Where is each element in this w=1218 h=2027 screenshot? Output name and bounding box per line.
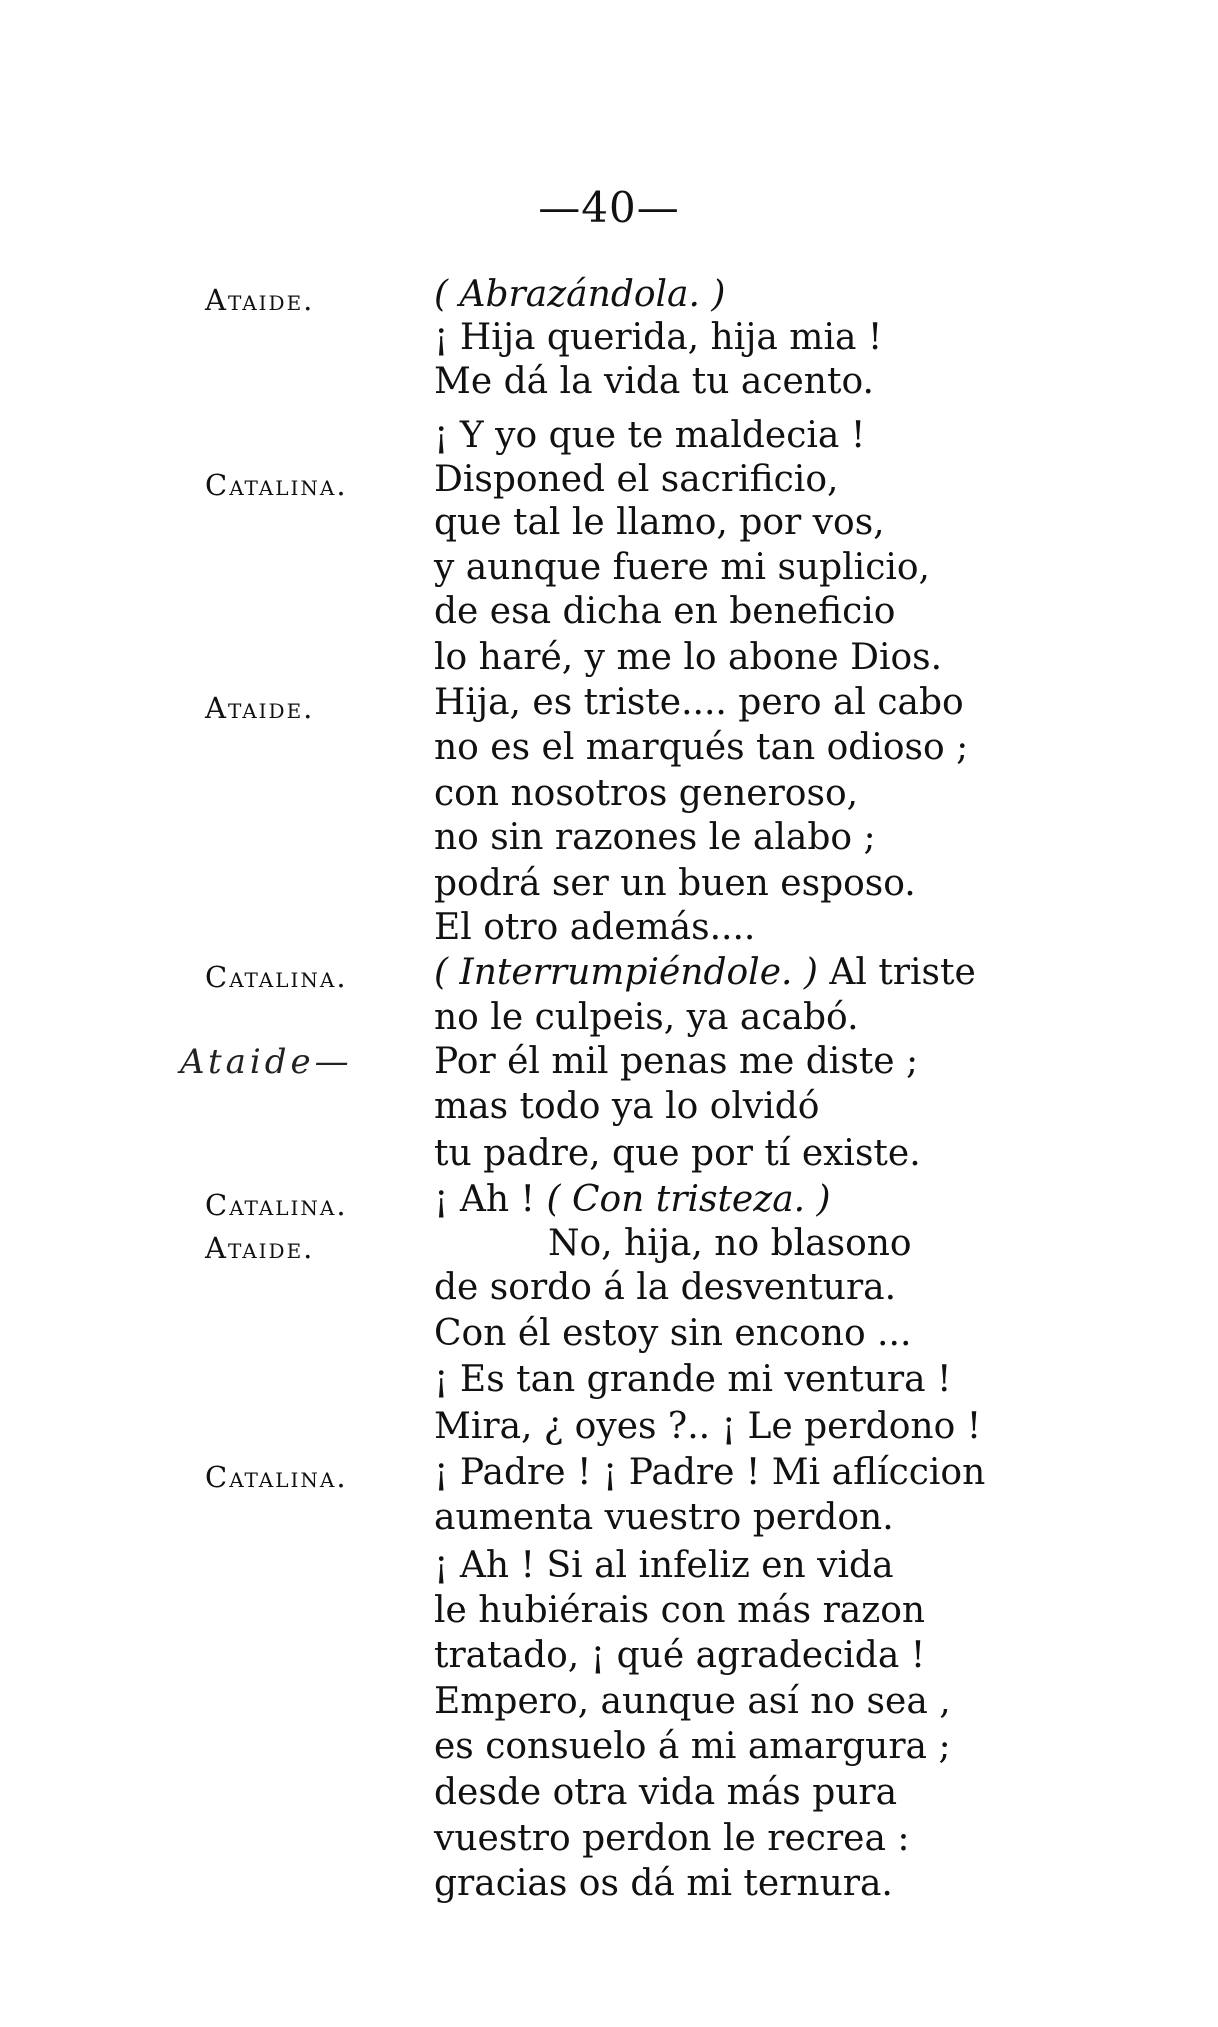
stage-direction: ( Con tristeza. ) [546,1179,831,1220]
verse-line: ¡ Y yo que te maldecia ! [434,415,866,456]
verse-line: mas todo ya lo olvidó [434,1086,820,1127]
verse-line: Por él mil penas me diste ; [434,1041,919,1082]
verse-line: vuestro perdon le recrea : [434,1818,910,1859]
stage-direction: ( Abrazándola. ) [434,274,726,315]
verse-text: ¡ Ah ! [434,1179,547,1220]
verse-line: Me dá la vida tu acento. [434,361,874,402]
speaker-name: Ataide. [205,283,315,317]
stage-direction: ( Interrumpiéndole. ) [434,952,818,993]
verse-line: gracias os dá mi ternura. [434,1863,893,1904]
verse-line: le hubiérais con más razon [434,1590,926,1631]
verse-line: ¡ Hija querida, hija mia ! [434,317,883,358]
verse-text: Al triste [817,952,976,993]
verse-line: que tal le llamo, por vos, [434,502,885,543]
page-number: —40— [538,183,680,232]
verse-line: no le culpeis, ya acabó. [434,997,859,1038]
verse-line: podrá ser un buen esposo. [434,863,916,904]
verse-line: de esa dicha en beneficio [434,591,896,632]
verse-line: Mira, ¿ oyes ?.. ¡ Le perdono ! [434,1406,982,1447]
speaker-name: Catalina. [205,1460,348,1494]
verse-line: ¡ Padre ! ¡ Padre ! Mi aflíccion [434,1452,986,1493]
speaker-name-handwritten: Ataide— [180,1042,353,1082]
verse-line: no es el marqués tan odioso ; [434,727,969,768]
verse-line: Hija, es triste.... pero al cabo [434,682,964,723]
verse-line: Empero, aunque así no sea , [434,1681,951,1722]
speaker-name: Ataide. [205,691,315,725]
verse-line [434,951,976,995]
verse-line: Disponed el sacrificio, [434,459,839,500]
verse-line: El otro además.... [434,907,756,948]
verse-line: Con él estoy sin encono ... [434,1313,912,1354]
verse-line: aumenta vuestro perdon. [434,1497,894,1538]
speaker-name: Catalina. [205,468,348,502]
verse-line: lo haré, y me lo abone Dios. [434,637,943,678]
verse-line: de sordo á la desventura. [434,1267,897,1308]
verse-line: ¡ Es tan grande mi ventura ! [434,1359,952,1400]
verse-line: tu padre, que por tí existe. [434,1133,921,1174]
speaker-name: Catalina. [205,1188,348,1222]
speaker-name: Catalina. [205,960,348,994]
verse-line: desde otra vida más pura [434,1772,898,1813]
verse-line: ¡ Ah ! Si al infeliz en vida [434,1545,894,1586]
verse-line [434,1178,831,1222]
verse-line: No, hija, no blasono [548,1223,912,1264]
verse-line [434,273,725,317]
verse-line: tratado, ¡ qué agradecida ! [434,1635,926,1676]
verse-line: no sin razones le alabo ; [434,817,876,858]
verse-line: y aunque fuere mi suplicio, [434,547,930,588]
verse-line: con nosotros generoso, [434,773,859,814]
speaker-name: Ataide. [205,1231,315,1265]
verse-line: es consuelo á mi amargura ; [434,1726,951,1767]
